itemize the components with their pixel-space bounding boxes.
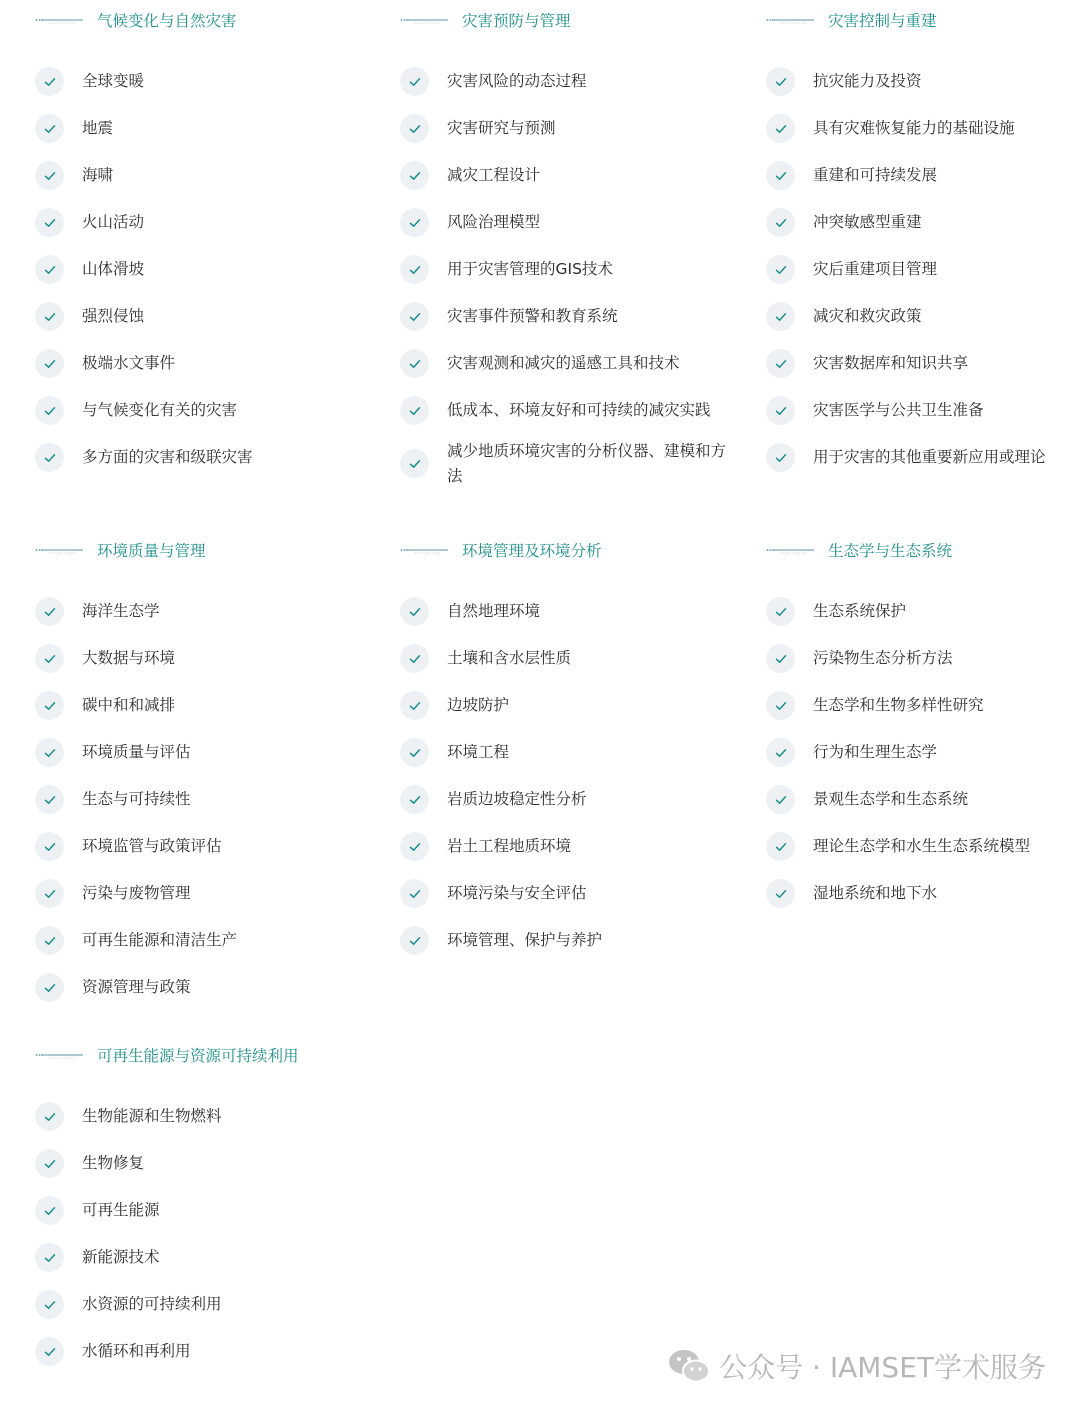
item-label: 水资源的可持续利用 bbox=[82, 1295, 222, 1313]
list-item bbox=[35, 776, 375, 823]
check-icon bbox=[400, 785, 429, 814]
dots-line-icon bbox=[400, 545, 450, 555]
item-label: 极端水文事件 bbox=[82, 354, 176, 372]
item-label: 岩土工程地质环境 bbox=[447, 837, 572, 855]
check-icon bbox=[35, 738, 64, 767]
check-icon bbox=[400, 832, 429, 861]
watermark-text: 公众号 · IAMSET学术服务 bbox=[719, 1351, 1046, 1384]
list-item bbox=[400, 635, 740, 682]
section-title: 气候变化与自然灾害 bbox=[97, 12, 237, 30]
section-header bbox=[400, 538, 740, 562]
check-icon bbox=[35, 161, 64, 190]
list-item bbox=[400, 293, 740, 340]
list-item bbox=[35, 1234, 375, 1281]
check-icon bbox=[766, 396, 795, 425]
item-list bbox=[35, 1067, 375, 1375]
item-label: 减灾和救灾政策 bbox=[813, 307, 922, 325]
check-icon bbox=[35, 691, 64, 720]
wechat-icon bbox=[667, 1347, 711, 1385]
list-item bbox=[400, 340, 740, 387]
list-item bbox=[766, 729, 1080, 776]
section-title: 可再生能源与资源可持续利用 bbox=[97, 1047, 299, 1065]
item-list bbox=[400, 562, 740, 964]
section-header bbox=[35, 8, 375, 32]
item-label: 环境管理、保护与养护 bbox=[447, 931, 603, 949]
list-item bbox=[35, 729, 375, 776]
list-item bbox=[35, 1281, 375, 1328]
item-label: 环境工程 bbox=[447, 743, 510, 761]
check-icon bbox=[35, 302, 64, 331]
item-label: 灾害事件预警和教育系统 bbox=[447, 307, 618, 325]
item-label: 灾害观测和减灾的遥感工具和技术 bbox=[447, 354, 680, 372]
item-label: 生态系统保护 bbox=[813, 602, 907, 620]
item-label: 污染物生态分析方法 bbox=[813, 649, 953, 667]
dots-line-icon bbox=[766, 545, 816, 555]
list-item bbox=[400, 387, 740, 434]
item-label: 湿地系统和地下水 bbox=[813, 884, 938, 902]
item-label: 理论生态学和水生生态系统模型 bbox=[813, 837, 1031, 855]
section-header bbox=[35, 538, 375, 562]
check-icon bbox=[400, 302, 429, 331]
check-icon bbox=[766, 879, 795, 908]
list-item bbox=[35, 387, 375, 434]
list-item bbox=[766, 387, 1080, 434]
watermark bbox=[667, 1346, 1046, 1386]
item-label: 冲突敏感型重建 bbox=[813, 213, 922, 231]
check-icon bbox=[35, 255, 64, 284]
item-label: 风险治理模型 bbox=[447, 213, 541, 231]
item-label: 环境质量与评估 bbox=[82, 743, 191, 761]
check-icon bbox=[400, 879, 429, 908]
item-label: 重建和可持续发展 bbox=[813, 166, 938, 184]
check-icon bbox=[400, 114, 429, 143]
check-icon bbox=[766, 785, 795, 814]
item-label: 环境监管与政策评估 bbox=[82, 837, 222, 855]
section-header bbox=[400, 8, 740, 32]
check-icon bbox=[35, 443, 64, 472]
list-item bbox=[766, 58, 1080, 105]
list-item bbox=[35, 434, 375, 481]
item-label: 水循环和再利用 bbox=[82, 1342, 191, 1360]
check-icon bbox=[400, 396, 429, 425]
list-item bbox=[35, 917, 375, 964]
check-icon bbox=[35, 879, 64, 908]
check-icon bbox=[766, 208, 795, 237]
item-list bbox=[400, 32, 740, 503]
list-item bbox=[766, 105, 1080, 152]
list-item bbox=[766, 682, 1080, 729]
section-title: 灾害预防与管理 bbox=[462, 12, 571, 30]
item-label: 环境污染与安全评估 bbox=[447, 884, 587, 902]
item-label: 自然地理环境 bbox=[447, 602, 541, 620]
item-label: 灾害数据库和知识共享 bbox=[813, 354, 969, 372]
check-icon bbox=[35, 1102, 64, 1131]
item-label: 山体滑坡 bbox=[82, 260, 145, 278]
section-header bbox=[766, 538, 1080, 562]
item-label: 海啸 bbox=[82, 166, 114, 184]
list-item bbox=[35, 1328, 375, 1375]
list-item bbox=[400, 105, 740, 152]
list-item bbox=[766, 152, 1080, 199]
section-header bbox=[766, 8, 1080, 32]
item-label: 减少地质环境灾害的分析仪器、建模和方法 bbox=[447, 441, 727, 485]
item-label: 用于灾害管理的GIS技术 bbox=[447, 260, 613, 278]
item-label: 资源管理与政策 bbox=[82, 978, 191, 996]
item-label: 具有灾难恢复能力的基础设施 bbox=[813, 119, 1015, 137]
list-item bbox=[35, 1187, 375, 1234]
check-icon bbox=[766, 114, 795, 143]
check-icon bbox=[766, 161, 795, 190]
list-item bbox=[400, 152, 740, 199]
check-icon bbox=[766, 255, 795, 284]
list-item bbox=[766, 246, 1080, 293]
item-label: 可再生能源和清洁生产 bbox=[82, 931, 238, 949]
dots-line-icon bbox=[766, 15, 816, 25]
item-label: 灾害研究与预测 bbox=[447, 119, 556, 137]
check-icon bbox=[35, 67, 64, 96]
item-label: 低成本、环境友好和可持续的减灾实践 bbox=[447, 401, 711, 419]
check-icon bbox=[400, 67, 429, 96]
check-icon bbox=[35, 1290, 64, 1319]
list-item bbox=[766, 776, 1080, 823]
item-label: 生态与可持续性 bbox=[82, 790, 191, 808]
check-icon bbox=[400, 208, 429, 237]
item-label: 灾害医学与公共卫生准备 bbox=[813, 401, 984, 419]
item-list bbox=[35, 32, 375, 481]
item-label: 景观生态学和生态系统 bbox=[813, 790, 969, 808]
item-label: 碳中和和减排 bbox=[82, 696, 176, 714]
list-item bbox=[35, 152, 375, 199]
list-item bbox=[400, 434, 740, 503]
section-environment-analysis bbox=[400, 538, 740, 964]
check-icon bbox=[35, 1243, 64, 1272]
check-icon bbox=[766, 597, 795, 626]
item-label: 减灾工程设计 bbox=[447, 166, 541, 184]
list-item bbox=[400, 199, 740, 246]
list-item bbox=[35, 246, 375, 293]
item-label: 生态学和生物多样性研究 bbox=[813, 696, 984, 714]
item-label: 岩质边坡稳定性分析 bbox=[447, 790, 587, 808]
item-list bbox=[766, 32, 1080, 481]
list-item bbox=[35, 823, 375, 870]
item-label: 行为和生理生态学 bbox=[813, 743, 938, 761]
check-icon bbox=[35, 349, 64, 378]
check-icon bbox=[35, 1196, 64, 1225]
check-icon bbox=[35, 114, 64, 143]
check-icon bbox=[35, 1149, 64, 1178]
check-icon bbox=[766, 644, 795, 673]
item-label: 边坡防护 bbox=[447, 696, 510, 714]
check-icon bbox=[400, 926, 429, 955]
check-icon bbox=[400, 161, 429, 190]
section-title: 环境质量与管理 bbox=[97, 542, 206, 560]
list-item bbox=[400, 917, 740, 964]
list-item bbox=[400, 870, 740, 917]
list-item bbox=[766, 293, 1080, 340]
list-item bbox=[35, 58, 375, 105]
list-item bbox=[400, 246, 740, 293]
check-icon bbox=[35, 644, 64, 673]
section-disaster-prevention bbox=[400, 8, 740, 503]
list-item bbox=[35, 199, 375, 246]
list-item bbox=[400, 823, 740, 870]
section-title: 环境管理及环境分析 bbox=[462, 542, 602, 560]
item-label: 生物修复 bbox=[82, 1154, 145, 1172]
check-icon bbox=[35, 1337, 64, 1366]
item-label: 土壤和含水层性质 bbox=[447, 649, 572, 667]
item-label: 地震 bbox=[82, 119, 114, 137]
list-item bbox=[35, 293, 375, 340]
item-label: 抗灾能力及投资 bbox=[813, 72, 922, 90]
item-list bbox=[766, 562, 1080, 917]
check-icon bbox=[35, 396, 64, 425]
list-item bbox=[766, 870, 1080, 917]
list-item bbox=[35, 588, 375, 635]
section-renewable-energy bbox=[35, 1043, 375, 1375]
section-title: 生态学与生态系统 bbox=[828, 542, 953, 560]
check-icon bbox=[766, 691, 795, 720]
list-item bbox=[35, 635, 375, 682]
check-icon bbox=[400, 691, 429, 720]
item-label: 用于灾害的其他重要新应用或理论 bbox=[813, 448, 1046, 466]
dots-line-icon bbox=[400, 15, 450, 25]
check-icon bbox=[35, 832, 64, 861]
item-label: 火山活动 bbox=[82, 213, 145, 231]
item-list bbox=[35, 562, 375, 1011]
item-label: 污染与废物管理 bbox=[82, 884, 191, 902]
item-label: 新能源技术 bbox=[82, 1248, 160, 1266]
check-icon bbox=[400, 349, 429, 378]
item-label: 大数据与环境 bbox=[82, 649, 176, 667]
check-icon bbox=[35, 785, 64, 814]
section-title: 灾害控制与重建 bbox=[828, 12, 937, 30]
list-item bbox=[35, 105, 375, 152]
list-item bbox=[35, 340, 375, 387]
item-label: 与气候变化有关的灾害 bbox=[82, 401, 238, 419]
item-label: 海洋生态学 bbox=[82, 602, 160, 620]
check-icon bbox=[35, 973, 64, 1002]
check-icon bbox=[35, 208, 64, 237]
check-icon bbox=[35, 926, 64, 955]
item-label: 多方面的灾害和级联灾害 bbox=[82, 448, 253, 466]
section-ecology bbox=[766, 538, 1080, 917]
list-item bbox=[766, 635, 1080, 682]
list-item bbox=[35, 1140, 375, 1187]
item-label: 灾后重建项目管理 bbox=[813, 260, 938, 278]
dots-line-icon bbox=[35, 545, 85, 555]
list-item bbox=[400, 58, 740, 105]
check-icon bbox=[35, 597, 64, 626]
list-item bbox=[400, 682, 740, 729]
check-icon bbox=[766, 302, 795, 331]
item-label: 强烈侵蚀 bbox=[82, 307, 145, 325]
list-item bbox=[35, 1093, 375, 1140]
list-item bbox=[766, 199, 1080, 246]
list-item bbox=[35, 870, 375, 917]
item-label: 灾害风险的动态过程 bbox=[447, 72, 587, 90]
list-item bbox=[35, 964, 375, 1011]
section-disaster-control bbox=[766, 8, 1080, 481]
list-item bbox=[766, 823, 1080, 870]
check-icon bbox=[400, 644, 429, 673]
list-item bbox=[766, 588, 1080, 635]
list-item bbox=[400, 729, 740, 776]
item-label: 全球变暖 bbox=[82, 72, 145, 90]
check-icon bbox=[400, 597, 429, 626]
list-item bbox=[400, 776, 740, 823]
section-environment-quality bbox=[35, 538, 375, 1011]
check-icon bbox=[766, 832, 795, 861]
list-item bbox=[400, 588, 740, 635]
section-header bbox=[35, 1043, 375, 1067]
section-climate-disasters bbox=[35, 8, 375, 481]
check-icon bbox=[766, 738, 795, 767]
list-item bbox=[35, 682, 375, 729]
check-icon bbox=[766, 67, 795, 96]
list-item bbox=[766, 434, 1080, 481]
check-icon bbox=[400, 449, 429, 478]
dots-line-icon bbox=[35, 15, 85, 25]
item-label: 生物能源和生物燃料 bbox=[82, 1107, 222, 1125]
list-item bbox=[766, 340, 1080, 387]
check-icon bbox=[400, 738, 429, 767]
check-icon bbox=[400, 255, 429, 284]
check-icon bbox=[766, 349, 795, 378]
dots-line-icon bbox=[35, 1050, 85, 1060]
item-label: 可再生能源 bbox=[82, 1201, 160, 1219]
check-icon bbox=[766, 443, 795, 472]
